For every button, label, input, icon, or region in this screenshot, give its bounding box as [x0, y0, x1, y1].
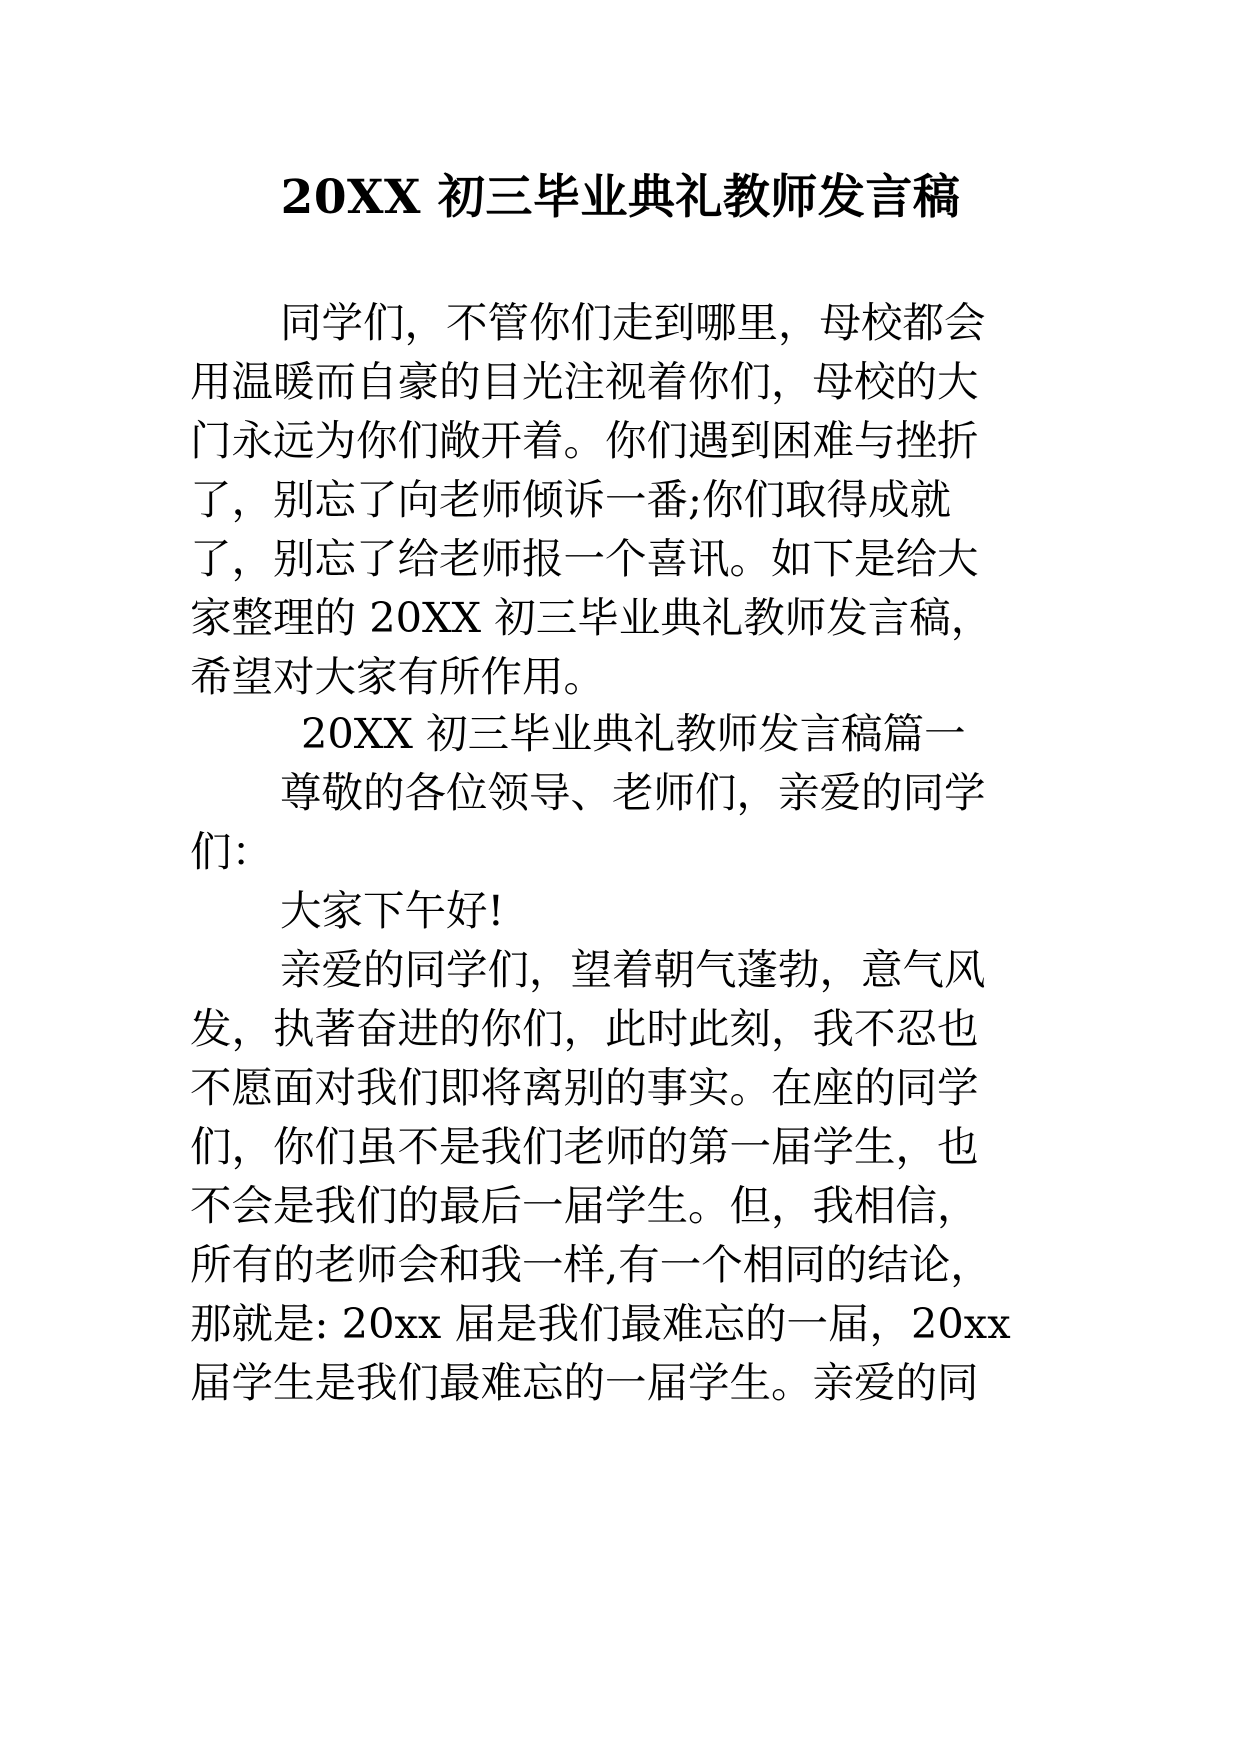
section-heading: 20XX 初三毕业典礼教师发言稿篇一 — [301, 709, 966, 758]
paragraph-line: 用温暖而自豪的目光注视着你们，母校的大 — [190, 357, 979, 406]
paragraph-line: 了，别忘了给老师报一个喜讯。如下是给大 — [190, 534, 979, 583]
paragraph-line: 门永远为你们敞开着。你们遇到困难与挫折 — [190, 416, 979, 465]
paragraph-line: 不愿面对我们即将离别的事实。在座的同学 — [190, 1063, 979, 1112]
paragraph-line: 届学生是我们最难忘的一届学生。亲爱的同 — [190, 1358, 979, 1407]
paragraph-line: 亲爱的同学们，望着朝气蓬勃，意气风 — [280, 945, 986, 994]
paragraph-line: 同学们，不管你们走到哪里，母校都会 — [280, 298, 986, 347]
paragraph-line: 不会是我们的最后一届学生。但，我相信， — [190, 1181, 979, 1230]
paragraph-line: 们，你们虽不是我们老师的第一届学生，也 — [190, 1122, 979, 1171]
paragraph-line: 们： — [190, 827, 274, 876]
paragraph-line: 那就是: 20xx 届是我们最难忘的一届，20xx — [190, 1299, 1011, 1348]
paragraph-line: 大家下午好! — [280, 886, 505, 935]
paragraph-line: 希望对大家有所作用。 — [190, 652, 606, 701]
paragraph-line: 发，执著奋进的你们，此时此刻，我不忍也 — [190, 1004, 979, 1053]
document-title: 20XX 初三毕业典礼教师发言稿 — [280, 170, 961, 225]
paragraph-line: 尊敬的各位领导、老师们，亲爱的同学 — [280, 768, 986, 817]
paragraph-line: 了，别忘了向老师倾诉一番;你们取得成就 — [190, 475, 951, 524]
paragraph-line: 家整理的 20XX 初三毕业典礼教师发言稿， — [190, 593, 993, 642]
paragraph-line: 所有的老师会和我一样,有一个相同的结论， — [190, 1240, 992, 1289]
